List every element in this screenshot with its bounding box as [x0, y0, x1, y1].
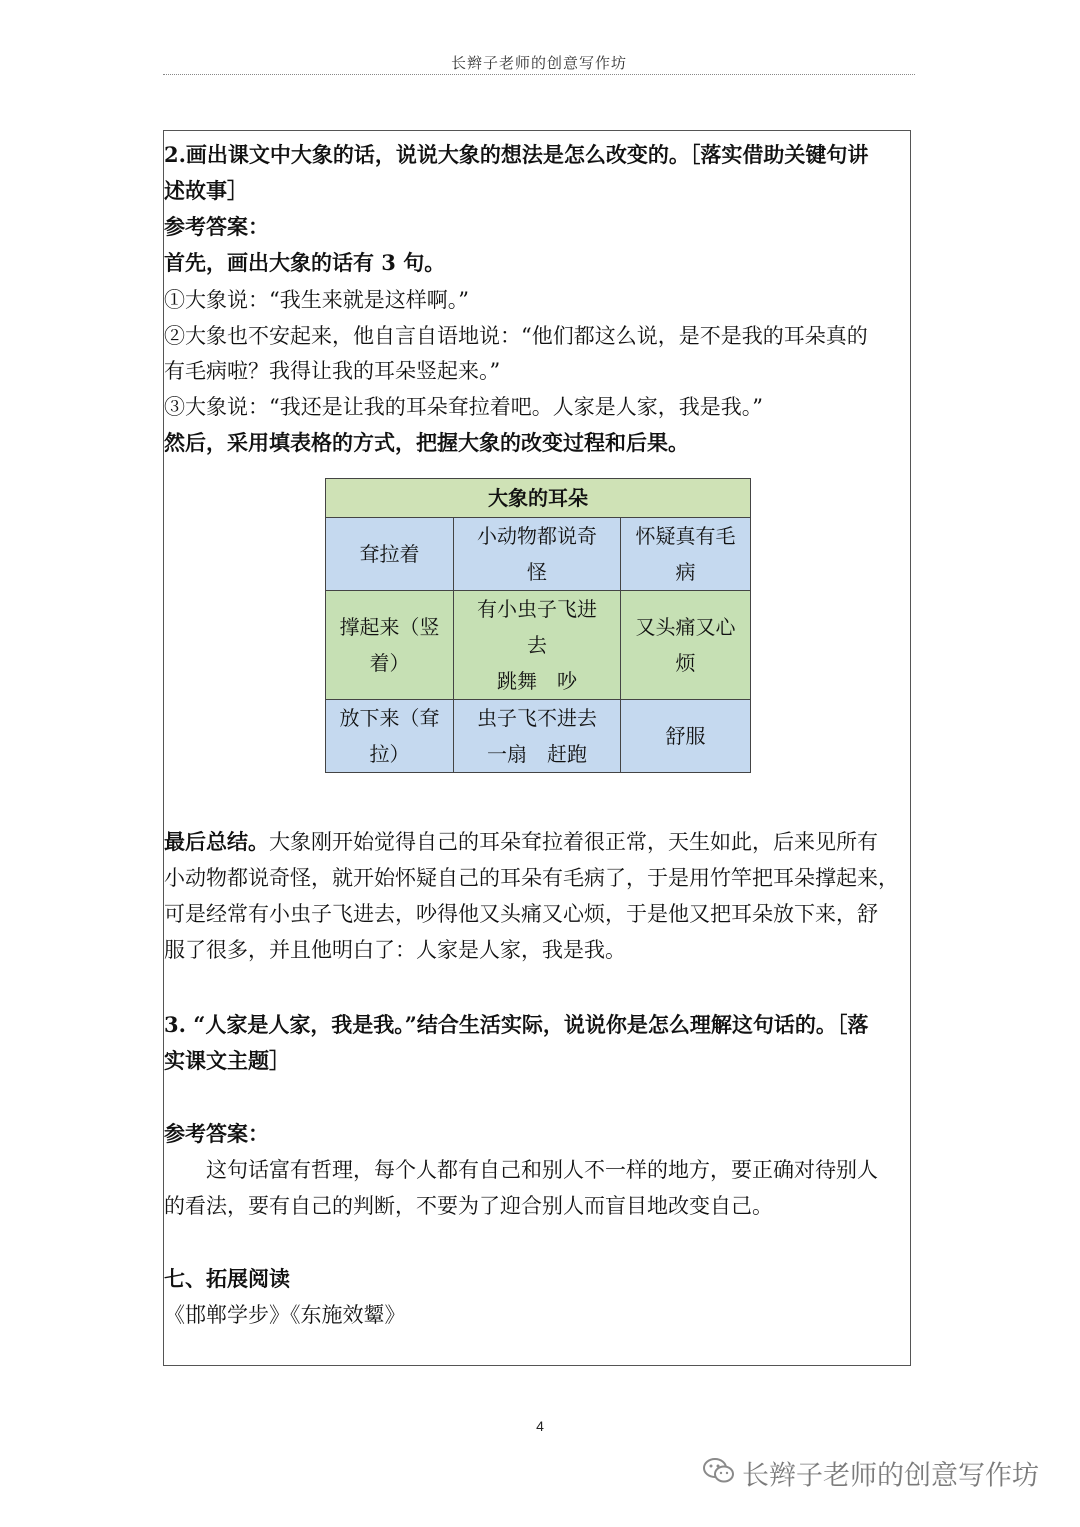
header-divider: [163, 74, 915, 75]
watermark-text: 长辫子老师的创意写作坊: [742, 1460, 1039, 1492]
table-cell: 又头痛又心 烦: [621, 591, 751, 700]
question-2-line-2: 述故事］: [164, 178, 248, 203]
answer-3-line-2: 的看法，要有自己的判断，不要为了迎合别人而盲目地改变自己。: [164, 1194, 773, 1218]
quote-2-line-1: ②大象也不安起来，他自言自语地说：“他们都这么说，是不是我的耳朵真的: [164, 324, 868, 348]
quote-2-line-2: 有毛病啦？我得让我的耳朵竖起来。”: [164, 359, 501, 383]
step-then: 然后，采用填表格的方式，把握大象的改变过程和后果。: [164, 430, 689, 455]
step-first: 首先，画出大象的话有 3 句。: [164, 250, 446, 275]
answer-3-line-1: 这句话富有哲理，每个人都有自己和别人不一样的地方，要正确对待别人: [206, 1158, 878, 1182]
table-cell: 虫子飞不进去 一扇 赶跑: [454, 700, 621, 773]
table-cell: 有小虫子飞进 去 跳舞 吵: [454, 591, 621, 700]
question-3-line-2: 实课文主题］: [164, 1048, 290, 1073]
table-row: [326, 591, 751, 700]
table-row: [326, 700, 751, 773]
watermark: [702, 1456, 1062, 1496]
question-3-line-1: 3. “人家是人家，我是我。”结合生活实际，说说你是怎么理解这句话的。［落: [164, 1012, 869, 1037]
table-cell: 放下来（耷 拉）: [326, 700, 454, 773]
table-cell: 耷拉着: [326, 518, 454, 591]
wechat-icon: [702, 1456, 736, 1498]
table-cell: 撑起来（竖 着）: [326, 591, 454, 700]
summary-line-4: 服了很多，并且他明白了：人家是人家，我是我。: [164, 938, 626, 962]
quote-3: ③大象说：“我还是让我的耳朵耷拉着吧。人家是人家，我是我。”: [164, 395, 763, 419]
extended-reading-books: 《邯郸学步》《东施效颦》: [164, 1303, 406, 1327]
section-7-heading: 七、拓展阅读: [164, 1266, 290, 1291]
table-cell: 小动物都说奇 怪: [454, 518, 621, 591]
summary-line-1: 最后总结。大象刚开始觉得自己的耳朵耷拉着很正常，天生如此，后来见所有: [164, 829, 878, 854]
table-row: [326, 518, 751, 591]
elephant-ear-table: [325, 478, 751, 773]
question-2-line-1: 2.画出课文中大象的话，说说大象的想法是怎么改变的。［落实借助关键句讲: [164, 142, 869, 167]
content-frame: [163, 130, 911, 1366]
table-cell: 怀疑真有毛 病: [621, 518, 751, 591]
page-number: 4: [536, 1418, 544, 1434]
summary-line-3: 可是经常有小虫子飞进去，吵得他又头痛又心烦，于是他又把耳朵放下来，舒: [164, 902, 878, 926]
quote-1: ①大象说：“我生来就是这样啊。”: [164, 288, 469, 312]
page-header: 长辫子老师的创意写作坊: [450, 54, 627, 72]
table-title: 大象的耳朵: [326, 479, 751, 518]
reference-answer-label-2: 参考答案：: [164, 1121, 269, 1146]
table-cell: 舒服: [621, 700, 751, 773]
summary-line-2: 小动物都说奇怪，就开始怀疑自己的耳朵有毛病了，于是用竹竿把耳朵撑起来，: [164, 866, 899, 890]
reference-answer-label-1: 参考答案：: [164, 214, 269, 239]
